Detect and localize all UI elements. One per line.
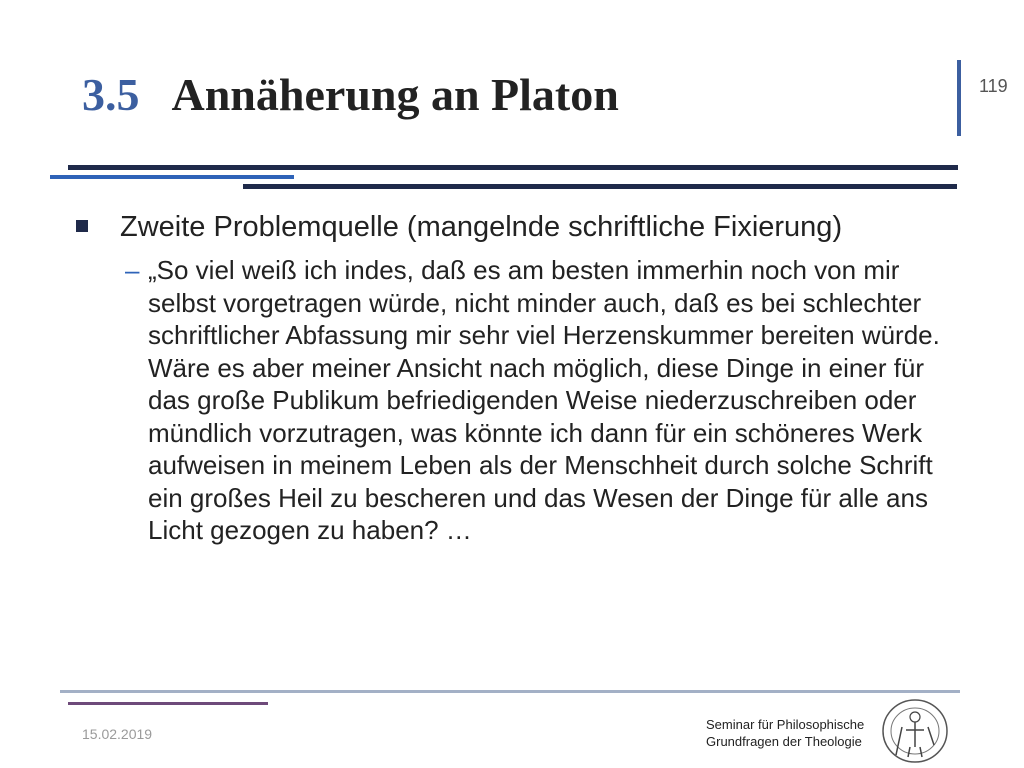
- quote-text: „So viel weiß ich indes, daß es am besten immerhin noch von mir selbst vorgetragen würde, nicht minder auch, daß es bei schlechter schriftlicher Abfassung mir sehr viel Herzenskummer bereiten würde. Wäre es aber meiner Ansicht nach möglich, diese Dinge in einer für das große Publikum befriedigenden Weise niederzuschreiben oder mündlich vorzutragen, was könnte ich dann für ein schöneres Werk aufweisen in meinem Leben als der Menschheit durch solche Schrift ein großes Heil zu bescheren und das Wesen der Dinge für alle ans Licht gezogen zu haben? …: [148, 255, 940, 545]
- slide-date: 15.02.2019: [82, 726, 153, 742]
- square-bullet-icon: [76, 220, 88, 232]
- seminar-line-1: Seminar für Philosophische: [706, 717, 865, 732]
- footer-accent-rule: [68, 702, 268, 705]
- dash-bullet-icon: –: [125, 255, 140, 285]
- slide-body: [70, 210, 950, 547]
- header-rule-top: [68, 165, 958, 170]
- seminar-line-2: Grundfragen der Theologie: [706, 734, 862, 749]
- page-number: 119: [979, 76, 1008, 96]
- title-text: Annäherung an Platon: [171, 69, 619, 120]
- bullet-item: [70, 210, 950, 244]
- seminar-name: [706, 716, 864, 750]
- footer-rule: [60, 690, 960, 693]
- title-vertical-divider: [957, 60, 961, 136]
- bullet-text: Zweite Problemquelle (mangelnde schriftliche Fixierung): [120, 211, 843, 243]
- header-rule-bottom: [243, 184, 957, 189]
- slide-title: [82, 68, 619, 132]
- section-number: 3.5: [82, 69, 140, 120]
- header-rule-accent: [50, 175, 294, 179]
- sub-bullet-item: [70, 254, 950, 547]
- university-seal-icon: [880, 697, 950, 765]
